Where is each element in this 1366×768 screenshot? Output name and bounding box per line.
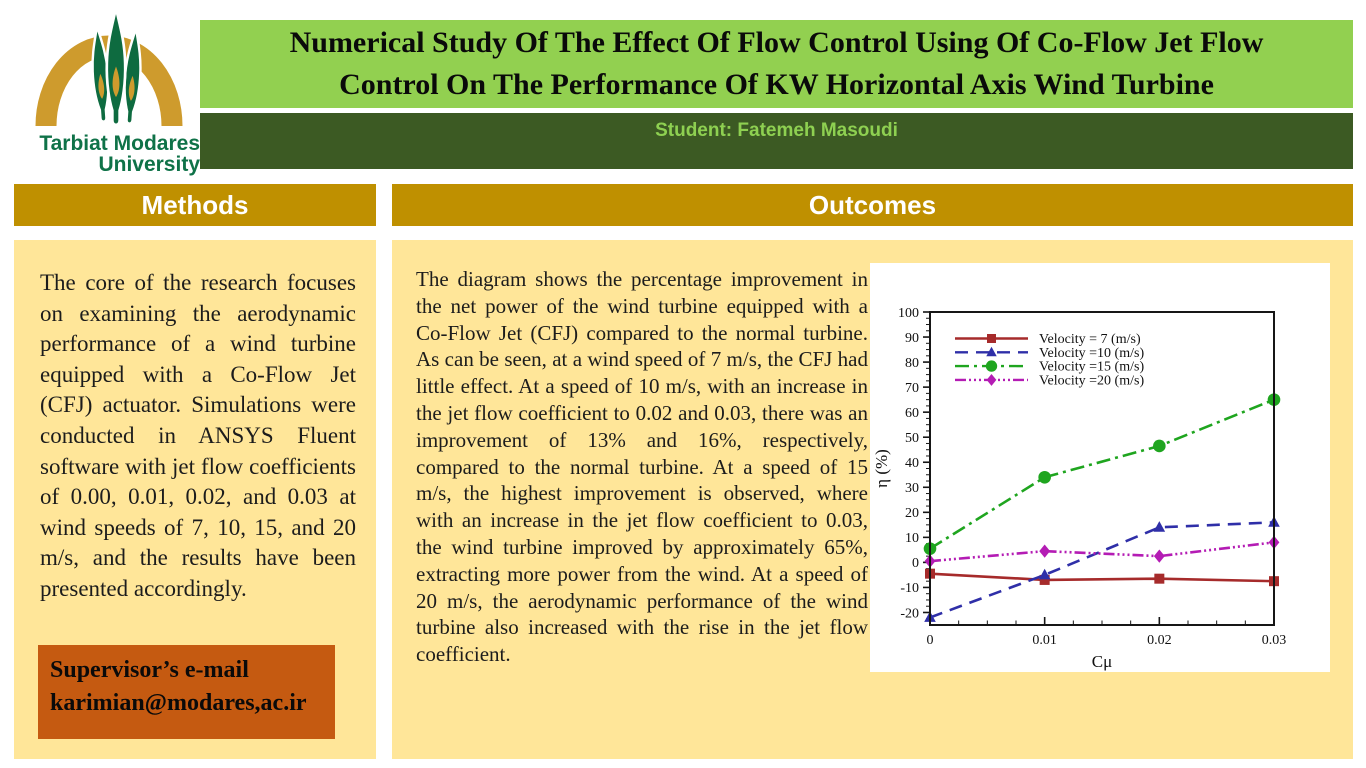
poster-title-line1: Numerical Study Of The Effect Of Flow Control Using Of Co-Flow Jet Flow <box>289 26 1264 59</box>
chart-panel <box>870 263 1330 672</box>
university-logo <box>28 2 204 176</box>
outcomes-body-text: The diagram shows the percentage improvement in the net power of the wind turbine equipped with a Co-Flow Jet (CFJ) compared to the normal turbine. As can be seen, at a wind speed of 7 m/s, the CFJ had little effect. At a speed of 10 m/s, with an increase in the jet flow coefficient to 0.02 and 0.03, there was an improvement of 13% and 16%, respectively, compared to the normal turbine. At a speed of 15 m/s, the highest improvement is observed, where with an increase in the jet flow coefficient to 0.03, the wind turbine improved by approximately 65%, extracting more power from the wind. At a speed of 20 m/s, the aerodynamic performance of the wind turbine also increased with the rise in the jet flow coefficient. <box>416 267 868 667</box>
logo-text-line1: Tarbiat Modares <box>39 132 200 155</box>
supervisor-email-address: karimian@modares,ac.ir <box>50 690 307 716</box>
marker-circle <box>1038 471 1051 484</box>
methods-section-header <box>14 184 376 226</box>
improvement-line-chart <box>870 263 1330 672</box>
y-axis-label: η (%) <box>872 449 891 488</box>
y-tick-label: 10 <box>905 531 919 547</box>
x-tick-label: 0.02 <box>1147 633 1172 648</box>
x-axis-label: Cμ <box>1091 652 1113 671</box>
marker-square <box>987 334 996 343</box>
y-tick-label: 90 <box>905 330 919 346</box>
methods-panel <box>14 240 376 759</box>
methods-heading: Methods <box>141 189 249 220</box>
y-tick-label: 40 <box>905 456 919 472</box>
supervisor-email-box <box>38 645 335 739</box>
poster-title-line2: Control On The Performance Of KW Horizontal Axis Wind Turbine <box>339 68 1214 101</box>
methods-body-text: The core of the research focuses on examining the aerodynamic performance of a wind turbine equipped with a Co-Flow Jet (CFJ) actuator. Simulations were conducted in ANSYS Fluent software with jet flow coefficients of 0.00, 0.01, 0.02, and 0.03 at wind speeds of 7, 10, 15, and 20 m/s, and the results have been presented accordingly. <box>40 270 356 601</box>
x-tick-label: 0 <box>926 633 934 648</box>
student-name-label: Student: Fatemeh Masoudi <box>655 120 898 141</box>
x-tick-label: 0.03 <box>1261 633 1287 648</box>
y-tick-label: 0 <box>912 556 919 572</box>
student-bar <box>200 113 1353 169</box>
outcomes-panel <box>392 240 1353 759</box>
x-tick-label: 0.01 <box>1032 633 1057 648</box>
y-tick-label: 20 <box>905 506 919 522</box>
marker-circle <box>1153 440 1166 453</box>
marker-square <box>1154 574 1164 584</box>
y-tick-label: -20 <box>900 606 919 622</box>
legend-label: Velocity =20 (m/s) <box>1039 373 1145 389</box>
university-logo-graphic <box>28 2 204 176</box>
outcomes-section-header <box>392 184 1353 226</box>
y-tick-label: 80 <box>905 355 919 371</box>
logo-trees <box>89 8 143 125</box>
legend-label: Velocity = 7 (m/s) <box>1039 332 1141 348</box>
legend-label: Velocity =10 (m/s) <box>1039 345 1145 361</box>
marker-circle <box>986 360 997 371</box>
poster-title <box>200 20 1353 108</box>
y-tick-label: 60 <box>905 405 919 421</box>
supervisor-email-label: Supervisor’s e-mail <box>50 657 249 683</box>
y-tick-label: 70 <box>905 380 919 396</box>
y-tick-label: 50 <box>905 431 919 446</box>
outcomes-heading: Outcomes <box>808 189 937 220</box>
logo-text-line2: University <box>98 153 200 176</box>
legend-label: Velocity =15 (m/s) <box>1039 359 1145 375</box>
y-tick-label: 100 <box>898 305 919 321</box>
y-tick-label: 30 <box>905 481 919 497</box>
y-tick-label: -10 <box>900 581 919 597</box>
